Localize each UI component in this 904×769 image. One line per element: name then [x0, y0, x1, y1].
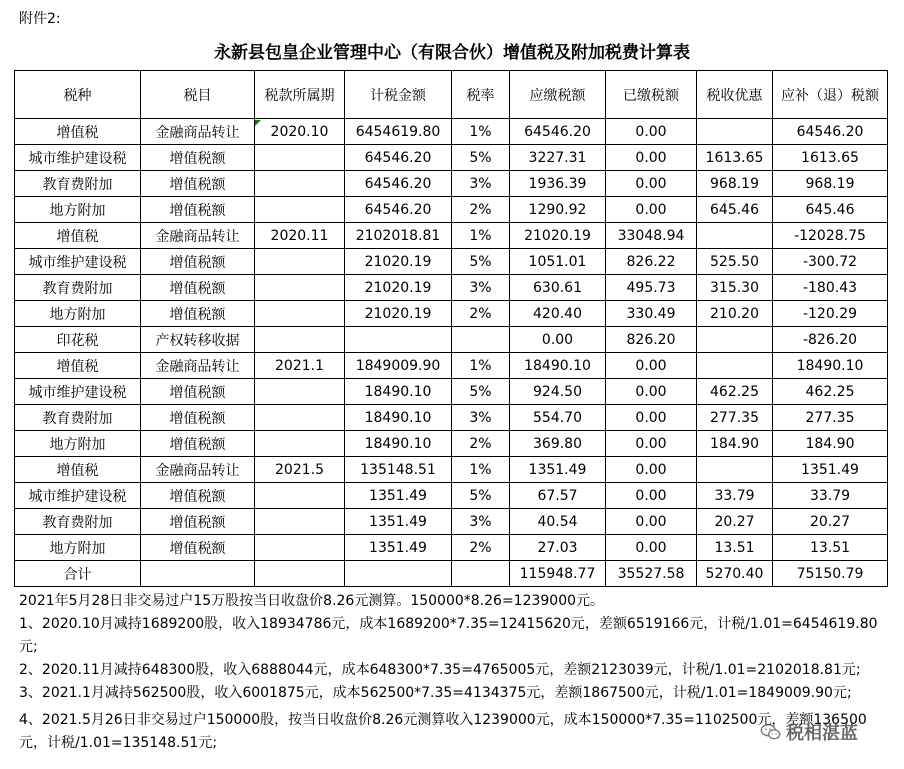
table-cell: 教育费附加 — [15, 405, 141, 431]
table-cell: 增值税额 — [141, 535, 255, 561]
table-cell — [141, 561, 255, 587]
table-cell: 金融商品转让 — [141, 119, 255, 145]
table-cell: 增值税额 — [141, 275, 255, 301]
table-row — [15, 223, 888, 249]
table-cell: 地方附加 — [15, 301, 141, 327]
column-header: 税率 — [452, 71, 510, 119]
table-cell: 184.90 — [697, 431, 773, 457]
table-cell: 1051.01 — [510, 249, 606, 275]
table-cell — [255, 249, 345, 275]
column-header: 计税金额 — [345, 71, 452, 119]
table-cell: 1351.49 — [345, 535, 452, 561]
table-cell: 630.61 — [510, 275, 606, 301]
table-cell: 826.20 — [606, 327, 697, 353]
table-row — [15, 145, 888, 171]
table-cell: 0.00 — [606, 431, 697, 457]
watermark-text: 税相湛蓝 — [786, 723, 858, 744]
table-cell: 2020.10 — [255, 119, 345, 145]
table-cell: 64546.20 — [773, 119, 888, 145]
table-cell: 2% — [452, 535, 510, 561]
table-cell: 33.79 — [697, 483, 773, 509]
table-row — [15, 249, 888, 275]
table-cell: 教育费附加 — [15, 275, 141, 301]
table-cell: 18490.10 — [345, 431, 452, 457]
table-cell: 0.00 — [606, 509, 697, 535]
table-cell — [452, 561, 510, 587]
table-row — [15, 301, 888, 327]
table-cell: 1351.49 — [510, 457, 606, 483]
table-cell: 0.00 — [606, 405, 697, 431]
note-item-1: 1、2020.10月减持1689200股，收入18934786元，成本1689200*7.35=12415620元，差额6519166元，计税/1.01=6454619.80元; — [19, 616, 878, 655]
table-cell: 64546.20 — [510, 119, 606, 145]
table-cell: 1290.92 — [510, 197, 606, 223]
table-row — [15, 197, 888, 223]
table-cell: 315.30 — [697, 275, 773, 301]
table-cell: 2021.1 — [255, 353, 345, 379]
tax-calculation-table — [14, 70, 888, 587]
table-cell: 35527.58 — [606, 561, 697, 587]
table-cell: 210.20 — [697, 301, 773, 327]
note-item-2: 2、2020.11月减持648300股，收入6888044元，成本648300*7.35=4765005元，差额2123039元，计税/1.01=2102018.81元; — [19, 662, 861, 678]
table-cell — [345, 561, 452, 587]
table-cell: 20.27 — [697, 509, 773, 535]
note-intro: 2021年5月28日非交易过户15万股按当日收盘价8.26元测算。150000*8.26=1239000元。 — [19, 593, 605, 609]
table-cell — [697, 353, 773, 379]
table-cell: 13.51 — [697, 535, 773, 561]
table-cell: 826.22 — [606, 249, 697, 275]
table-cell: 5270.40 — [697, 561, 773, 587]
column-header: 应缴税额 — [510, 71, 606, 119]
table-cell: 5% — [452, 379, 510, 405]
table-cell: 20.27 — [773, 509, 888, 535]
table-cell: 地方附加 — [15, 197, 141, 223]
table-cell — [255, 171, 345, 197]
table-cell: 1613.65 — [773, 145, 888, 171]
table-cell: 21020.19 — [345, 275, 452, 301]
table-cell: 3% — [452, 171, 510, 197]
table-cell: 420.40 — [510, 301, 606, 327]
table-cell — [255, 561, 345, 587]
table-cell: 0.00 — [606, 379, 697, 405]
table-cell: 印花税 — [15, 327, 141, 353]
table-cell: 2020.11 — [255, 223, 345, 249]
table-header-row — [15, 71, 888, 119]
column-header: 税种 — [15, 71, 141, 119]
table-cell: 33048.94 — [606, 223, 697, 249]
table-cell: 合计 — [15, 561, 141, 587]
table-cell: 增值税额 — [141, 249, 255, 275]
table-cell: 67.57 — [510, 483, 606, 509]
table-row — [15, 275, 888, 301]
table-cell: 18490.10 — [510, 353, 606, 379]
table-cell: 金融商品转让 — [141, 457, 255, 483]
table-cell: 115948.77 — [510, 561, 606, 587]
table-cell: 1% — [452, 353, 510, 379]
table-row — [15, 483, 888, 509]
table-cell: 2% — [452, 197, 510, 223]
table-cell: 0.00 — [510, 327, 606, 353]
table-row — [15, 327, 888, 353]
table-cell — [255, 301, 345, 327]
cell-comment-marker — [255, 120, 261, 126]
table-cell: 645.46 — [697, 197, 773, 223]
table-cell: -12028.75 — [773, 223, 888, 249]
table-cell: 2% — [452, 431, 510, 457]
table-cell: 369.80 — [510, 431, 606, 457]
table-cell: 增值税额 — [141, 301, 255, 327]
table-cell: 277.35 — [697, 405, 773, 431]
table-cell: 0.00 — [606, 145, 697, 171]
table-cell: 21020.19 — [510, 223, 606, 249]
table-cell: 增值税额 — [141, 483, 255, 509]
table-cell: 5% — [452, 145, 510, 171]
table-cell: 教育费附加 — [15, 171, 141, 197]
table-cell: 495.73 — [606, 275, 697, 301]
table-cell: 1% — [452, 457, 510, 483]
table-cell: 增值税额 — [141, 509, 255, 535]
table-cell: 18490.10 — [773, 353, 888, 379]
table-cell: -826.20 — [773, 327, 888, 353]
column-header: 税款所属期 — [255, 71, 345, 119]
table-cell: 1936.39 — [510, 171, 606, 197]
table-cell: 21020.19 — [345, 301, 452, 327]
table-cell: 0.00 — [606, 197, 697, 223]
table-cell — [255, 509, 345, 535]
table-cell: 增值税额 — [141, 171, 255, 197]
table-cell: 0.00 — [606, 457, 697, 483]
table-cell: 968.19 — [697, 171, 773, 197]
table-row — [15, 457, 888, 483]
table-cell: 75150.79 — [773, 561, 888, 587]
wechat-icon — [760, 721, 782, 743]
table-cell: 增值税额 — [141, 197, 255, 223]
table-row — [15, 431, 888, 457]
table-cell: 城市维护建设税 — [15, 145, 141, 171]
table-cell: 21020.19 — [345, 249, 452, 275]
table-cell: 1849009.90 — [345, 353, 452, 379]
table-cell — [255, 275, 345, 301]
table-cell: 增值税额 — [141, 405, 255, 431]
table-cell: 3% — [452, 509, 510, 535]
table-cell: 2021.5 — [255, 457, 345, 483]
table-cell: 增值税额 — [141, 379, 255, 405]
table-cell: 3% — [452, 405, 510, 431]
table-cell: 1351.49 — [345, 509, 452, 535]
column-header: 已缴税额 — [606, 71, 697, 119]
table-cell: 0.00 — [606, 353, 697, 379]
table-cell: 增值税 — [15, 353, 141, 379]
table-cell: 184.90 — [773, 431, 888, 457]
table-cell: 增值税 — [15, 457, 141, 483]
table-cell: 18490.10 — [345, 405, 452, 431]
table-cell: 2102018.81 — [345, 223, 452, 249]
table-cell: 1% — [452, 119, 510, 145]
table-cell: 5% — [452, 249, 510, 275]
table-cell: 增值税额 — [141, 145, 255, 171]
table-cell: 地方附加 — [15, 535, 141, 561]
table-cell: 64546.20 — [345, 197, 452, 223]
document-title: 永新县包皇企业管理中心（有限合伙）增值税及附加税费计算表 — [214, 43, 690, 63]
table-cell: 2% — [452, 301, 510, 327]
table-cell: 产权转移收据 — [141, 327, 255, 353]
table-row — [15, 509, 888, 535]
table-cell: 968.19 — [773, 171, 888, 197]
table-cell: 0.00 — [606, 119, 697, 145]
table-cell: 3227.31 — [510, 145, 606, 171]
table-cell — [255, 327, 345, 353]
table-cell: 0.00 — [606, 535, 697, 561]
table-cell — [345, 327, 452, 353]
table-row — [15, 405, 888, 431]
table-cell: 135148.51 — [345, 457, 452, 483]
table-cell: 64546.20 — [345, 145, 452, 171]
total-row — [15, 561, 888, 587]
table-cell: 0.00 — [606, 483, 697, 509]
column-header: 应补（退）税额 — [773, 71, 888, 119]
calculation-notes — [19, 590, 889, 755]
column-header: 税目 — [141, 71, 255, 119]
table-cell: 64546.20 — [345, 171, 452, 197]
table-row — [15, 171, 888, 197]
table-cell: 增值税 — [15, 223, 141, 249]
table-cell: -300.72 — [773, 249, 888, 275]
table-cell: -120.29 — [773, 301, 888, 327]
table-cell — [255, 405, 345, 431]
note-item-3: 3、2021.1月减持562500股，收入6001875元，成本562500*7.35=4134375元，差额1867500元，计税/1.01=1849009.90元; — [19, 685, 852, 701]
table-cell: 924.50 — [510, 379, 606, 405]
table-cell: 3% — [452, 275, 510, 301]
table-cell: 5% — [452, 483, 510, 509]
table-cell — [255, 535, 345, 561]
table-cell — [697, 223, 773, 249]
table-cell: 27.03 — [510, 535, 606, 561]
table-cell: 地方附加 — [15, 431, 141, 457]
table-cell: 1351.49 — [345, 483, 452, 509]
column-header: 税收优惠 — [697, 71, 773, 119]
table-cell: 33.79 — [773, 483, 888, 509]
watermark — [760, 719, 858, 745]
table-cell: 462.25 — [697, 379, 773, 405]
table-cell: 教育费附加 — [15, 509, 141, 535]
table-cell: 城市维护建设税 — [15, 483, 141, 509]
table-cell: 增值税额 — [141, 431, 255, 457]
table-row — [15, 119, 888, 145]
table-cell: 0.00 — [606, 171, 697, 197]
table-cell: 277.35 — [773, 405, 888, 431]
table-cell: 1351.49 — [773, 457, 888, 483]
table-row — [15, 353, 888, 379]
table-cell — [697, 457, 773, 483]
table-cell — [255, 197, 345, 223]
table-cell — [697, 119, 773, 145]
table-cell: 554.70 — [510, 405, 606, 431]
table-cell: 40.54 — [510, 509, 606, 535]
attachment-label: 附件2: — [19, 11, 61, 27]
table-cell: 金融商品转让 — [141, 223, 255, 249]
table-cell — [255, 431, 345, 457]
table-cell: 462.25 — [773, 379, 888, 405]
table-cell: 13.51 — [773, 535, 888, 561]
table-cell: -180.43 — [773, 275, 888, 301]
table-cell: 645.46 — [773, 197, 888, 223]
table-row — [15, 535, 888, 561]
table-cell: 金融商品转让 — [141, 353, 255, 379]
table-cell: 增值税 — [15, 119, 141, 145]
table-cell: 城市维护建设税 — [15, 379, 141, 405]
table-cell — [255, 145, 345, 171]
table-cell: 1% — [452, 223, 510, 249]
table-cell: 城市维护建设税 — [15, 249, 141, 275]
table-cell: 18490.10 — [345, 379, 452, 405]
table-cell: 1613.65 — [697, 145, 773, 171]
table-cell — [255, 379, 345, 405]
table-cell — [452, 327, 510, 353]
table-body — [15, 119, 888, 587]
table-cell: 525.50 — [697, 249, 773, 275]
note-item-4: 4、2021.5月26日非交易过户150000股，按当日收盘价8.26元测算收入1239000元，成本150000*7.35=1102500元，差额136500元，计税/1.01=135148.51元; — [19, 712, 867, 751]
table-cell — [255, 483, 345, 509]
table-cell — [697, 327, 773, 353]
table-cell: 6454619.80 — [345, 119, 452, 145]
table-cell: 330.49 — [606, 301, 697, 327]
table-row — [15, 379, 888, 405]
